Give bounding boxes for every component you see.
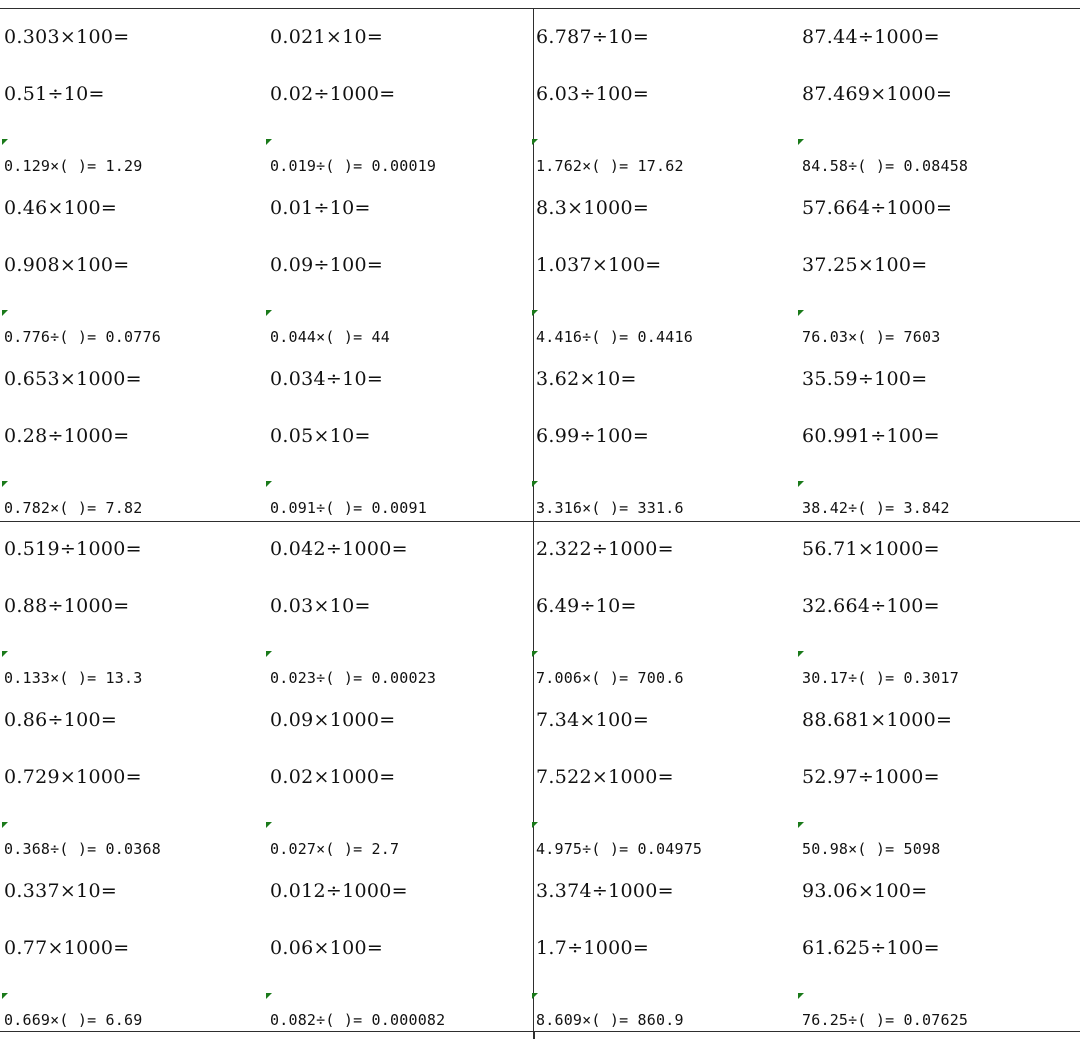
- fill-in-problem: 50.98×( )= 5098: [802, 840, 941, 858]
- comment-marker-icon: [798, 481, 804, 487]
- comment-marker-icon: [798, 310, 804, 316]
- calculation-problem: 7.522×1000=: [536, 766, 674, 788]
- calculation-problem: 61.625÷100=: [802, 937, 940, 959]
- fill-in-problem: 3.316×( )= 331.6: [536, 499, 684, 517]
- calculation-problem: 0.021×10=: [270, 26, 384, 48]
- calculation-problem: 0.02÷1000=: [270, 83, 396, 105]
- fill-in-problem: 7.006×( )= 700.6: [536, 669, 684, 687]
- fill-in-problem: 4.975÷( )= 0.04975: [536, 840, 703, 858]
- calculation-problem: 0.09÷100=: [270, 254, 384, 276]
- calculation-problem: 3.62×10=: [536, 368, 637, 390]
- fill-in-problem: 0.091÷( )= 0.0091: [270, 499, 427, 517]
- calculation-problem: 37.25×100=: [802, 254, 928, 276]
- calculation-problem: 93.06×100=: [802, 880, 928, 902]
- calculation-problem: 0.03×10=: [270, 595, 371, 617]
- calculation-problem: 0.908×100=: [4, 254, 130, 276]
- worksheet-column-divider: [533, 1031, 535, 1039]
- fill-in-problem: 76.25÷( )= 0.07625: [802, 1011, 969, 1029]
- comment-marker-icon: [2, 651, 8, 657]
- calculation-problem: 6.03÷100=: [536, 83, 650, 105]
- calculation-problem: 8.3×1000=: [536, 197, 650, 219]
- calculation-problem: 60.991÷100=: [802, 425, 940, 447]
- calculation-problem: 0.012÷1000=: [270, 880, 408, 902]
- fill-in-problem: 0.133×( )= 13.3: [4, 669, 143, 687]
- comment-marker-icon: [798, 993, 804, 999]
- fill-in-problem: 8.609×( )= 860.9: [536, 1011, 684, 1029]
- calculation-problem: 0.28÷1000=: [4, 425, 130, 447]
- comment-marker-icon: [532, 481, 538, 487]
- calculation-problem: 56.71×1000=: [802, 538, 940, 560]
- comment-marker-icon: [266, 651, 272, 657]
- calculation-problem: 3.374÷1000=: [536, 880, 674, 902]
- calculation-problem: 57.664÷1000=: [802, 197, 953, 219]
- calculation-problem: 0.86÷100=: [4, 709, 118, 731]
- calculation-problem: 0.77×1000=: [4, 937, 130, 959]
- calculation-problem: 32.664÷100=: [802, 595, 940, 617]
- calculation-problem: 35.59÷100=: [802, 368, 928, 390]
- comment-marker-icon: [2, 139, 8, 145]
- fill-in-problem: 0.023÷( )= 0.00023: [270, 669, 437, 687]
- calculation-problem: 0.519÷1000=: [4, 538, 142, 560]
- calculation-problem: 0.653×1000=: [4, 368, 142, 390]
- calculation-problem: 2.322÷1000=: [536, 538, 674, 560]
- fill-in-problem: 0.027×( )= 2.7: [270, 840, 400, 858]
- calculation-problem: 0.01÷10=: [270, 197, 371, 219]
- comment-marker-icon: [2, 822, 8, 828]
- comment-marker-icon: [266, 993, 272, 999]
- fill-in-problem: 0.082÷( )= 0.000082: [270, 1011, 446, 1029]
- comment-marker-icon: [532, 310, 538, 316]
- calculation-problem: 1.037×100=: [536, 254, 662, 276]
- fill-in-problem: 0.776÷( )= 0.0776: [4, 328, 161, 346]
- comment-marker-icon: [798, 651, 804, 657]
- worksheet-bottom-edge: [0, 1031, 1080, 1039]
- fill-in-problem: 30.17÷( )= 0.3017: [802, 669, 959, 687]
- calculation-problem: 0.02×1000=: [270, 766, 396, 788]
- fill-in-problem: 0.044×( )= 44: [270, 328, 390, 346]
- comment-marker-icon: [266, 139, 272, 145]
- fill-in-problem: 0.129×( )= 1.29: [4, 157, 143, 175]
- comment-marker-icon: [798, 139, 804, 145]
- calculation-problem: 0.09×1000=: [270, 709, 396, 731]
- comment-marker-icon: [2, 310, 8, 316]
- comment-marker-icon: [266, 310, 272, 316]
- comment-marker-icon: [798, 822, 804, 828]
- fill-in-problem: 38.42÷( )= 3.842: [802, 499, 950, 517]
- calculation-problem: 87.44÷1000=: [802, 26, 940, 48]
- fill-in-problem: 0.782×( )= 7.82: [4, 499, 143, 517]
- calculation-problem: 52.97÷1000=: [802, 766, 940, 788]
- calculation-problem: 1.7÷1000=: [536, 937, 650, 959]
- calculation-problem: 0.06×100=: [270, 937, 384, 959]
- comment-marker-icon: [266, 822, 272, 828]
- fill-in-problem: 0.368÷( )= 0.0368: [4, 840, 161, 858]
- calculation-problem: 7.34×100=: [536, 709, 650, 731]
- comment-marker-icon: [266, 481, 272, 487]
- fill-in-problem: 4.416÷( )= 0.4416: [536, 328, 693, 346]
- calculation-problem: 0.303×100=: [4, 26, 130, 48]
- calculation-problem: 0.042÷1000=: [270, 538, 408, 560]
- comment-marker-icon: [532, 139, 538, 145]
- calculation-problem: 0.05×10=: [270, 425, 371, 447]
- calculation-problem: 6.49÷10=: [536, 595, 637, 617]
- comment-marker-icon: [532, 651, 538, 657]
- fill-in-problem: 0.669×( )= 6.69: [4, 1011, 143, 1029]
- calculation-problem: 6.787÷10=: [536, 26, 650, 48]
- fill-in-problem: 84.58÷( )= 0.08458: [802, 157, 969, 175]
- calculation-problem: 0.729×1000=: [4, 766, 142, 788]
- calculation-problem: 88.681×1000=: [802, 709, 953, 731]
- calculation-problem: 0.46×100=: [4, 197, 118, 219]
- comment-marker-icon: [2, 481, 8, 487]
- calculation-problem: 0.034÷10=: [270, 368, 384, 390]
- calculation-problem: 87.469×1000=: [802, 83, 953, 105]
- fill-in-problem: 1.762×( )= 17.62: [536, 157, 684, 175]
- fill-in-problem: 76.03×( )= 7603: [802, 328, 941, 346]
- calculation-problem: 0.88÷1000=: [4, 595, 130, 617]
- calculation-problem: 6.99÷100=: [536, 425, 650, 447]
- calculation-problem: 0.51÷10=: [4, 83, 105, 105]
- comment-marker-icon: [2, 993, 8, 999]
- calculation-problem: 0.337×10=: [4, 880, 118, 902]
- comment-marker-icon: [532, 993, 538, 999]
- comment-marker-icon: [532, 822, 538, 828]
- fill-in-problem: 0.019÷( )= 0.00019: [270, 157, 437, 175]
